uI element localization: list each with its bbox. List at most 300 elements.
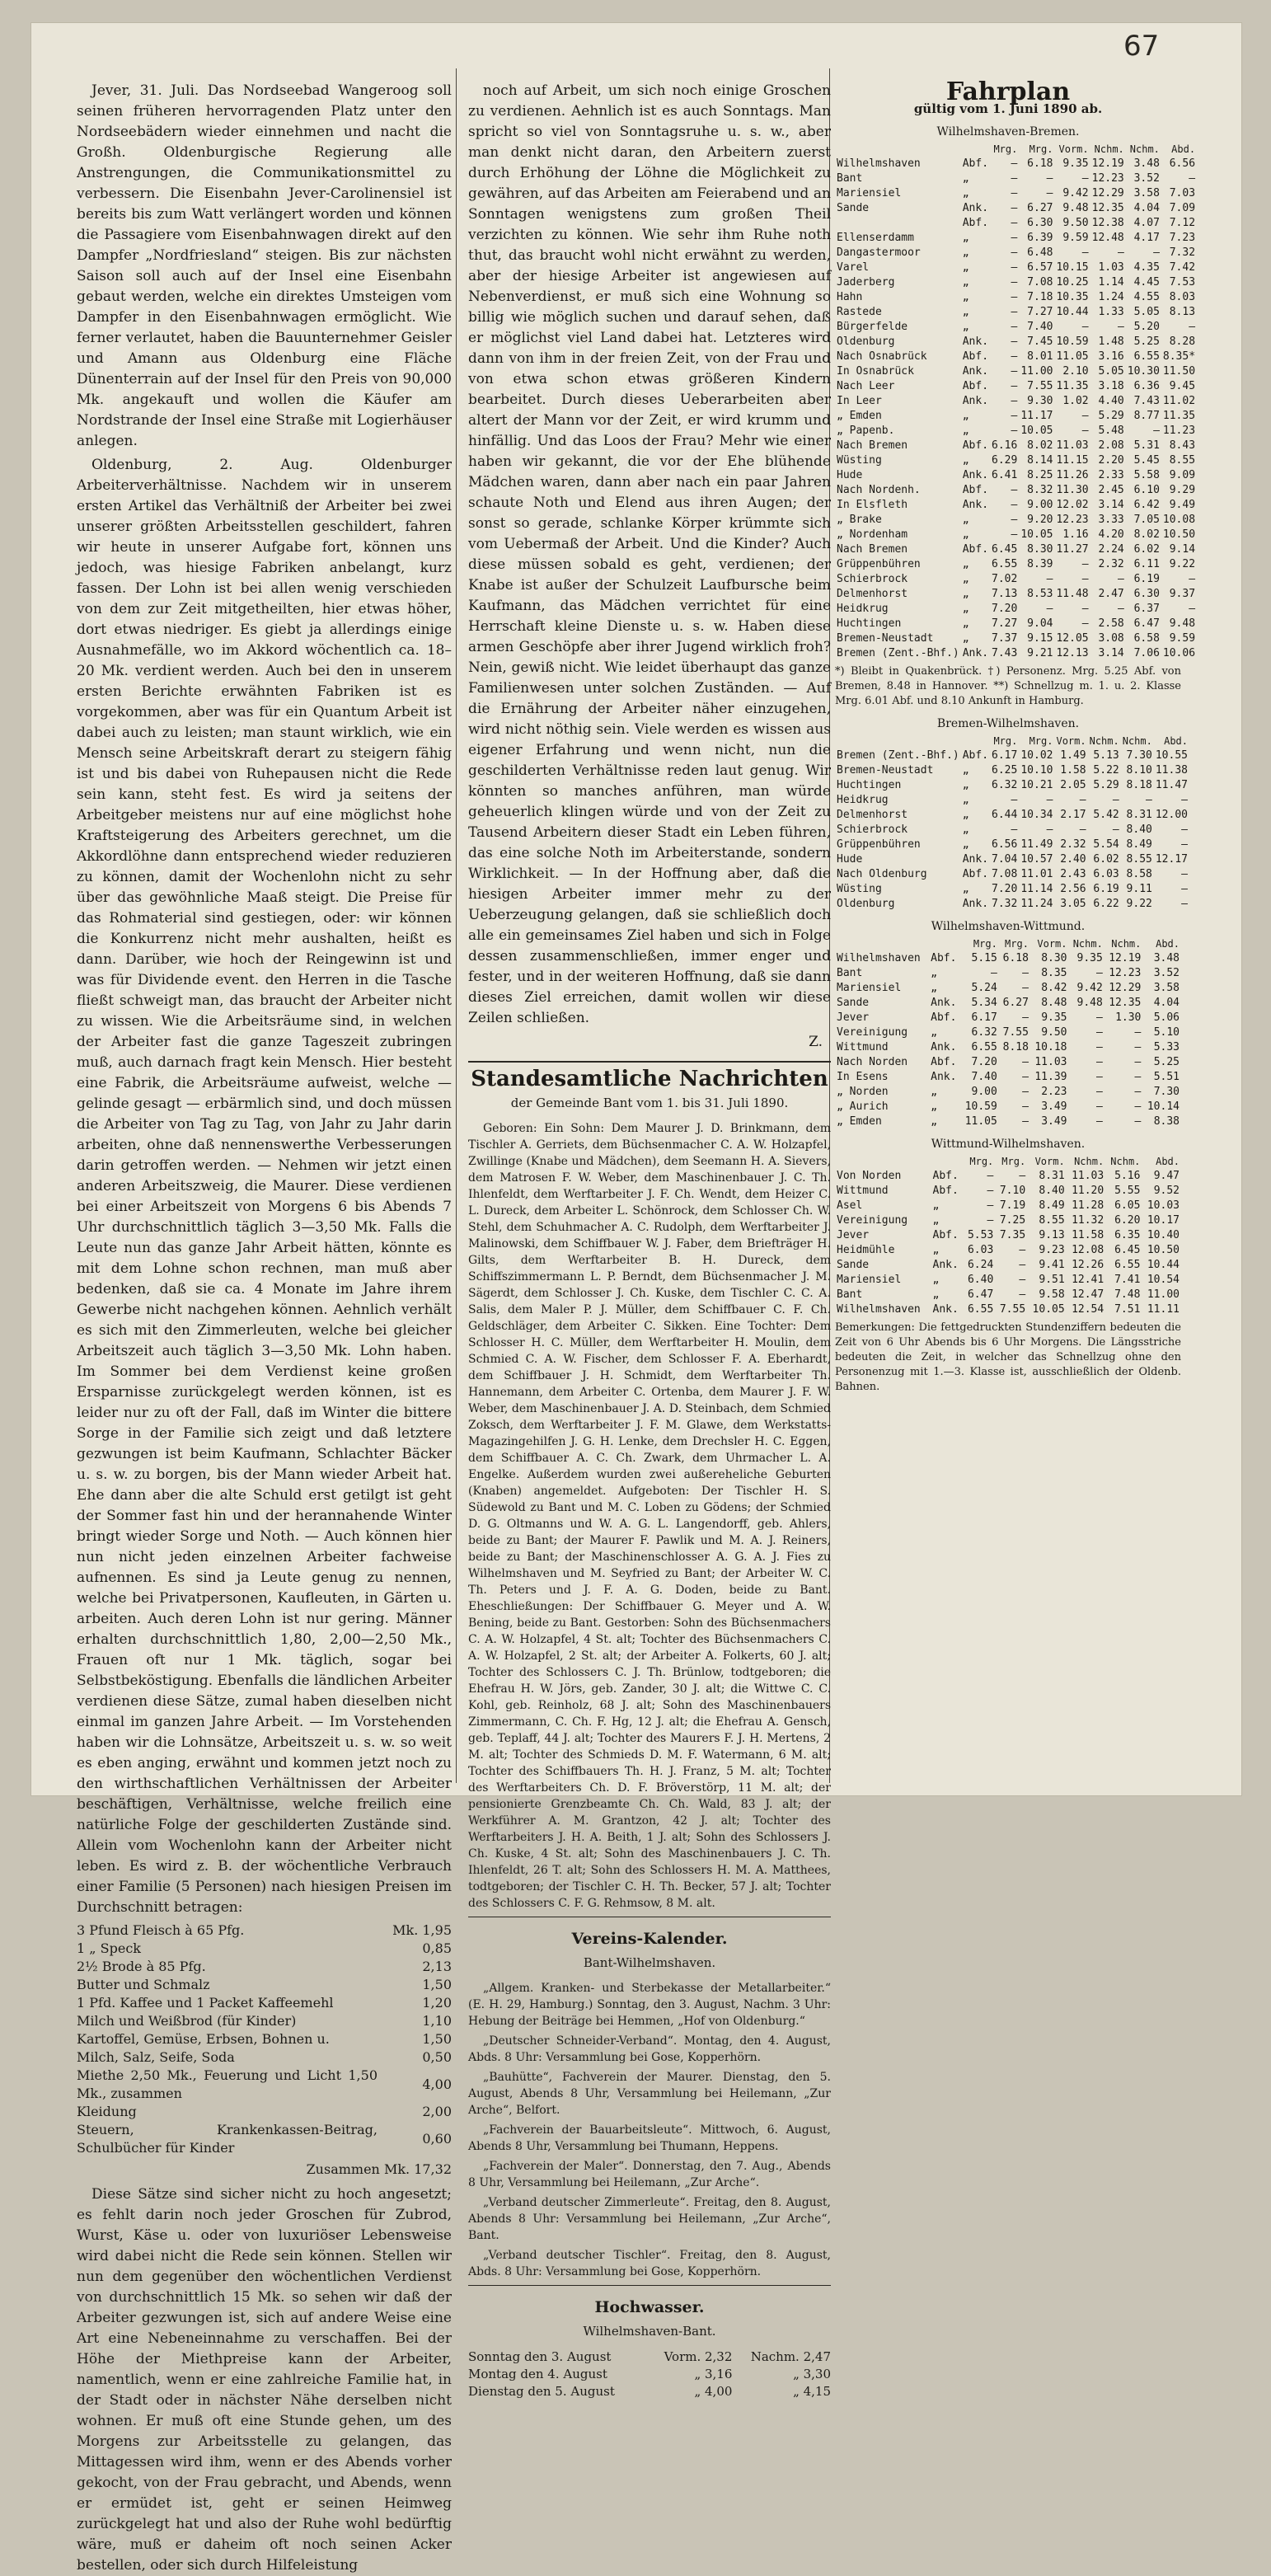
time-cell: 12.54 [1072, 1303, 1105, 1316]
time-cell: 11.11 [1147, 1303, 1180, 1316]
time-cell: 5.06 [1153, 1011, 1180, 1024]
station-name: Bremen-Neustadt [837, 764, 934, 777]
timetable-header-cell [835, 936, 929, 951]
station-name: Asel [837, 1199, 863, 1212]
budget-amount: 1,50 [422, 1977, 452, 1992]
time-cell: — [991, 967, 997, 979]
time-cell: 10.05 [1020, 528, 1053, 541]
station-name: Oldenburg [837, 898, 895, 910]
timetable-row [835, 1055, 1181, 1070]
arr-dep: Abf. [962, 484, 989, 496]
time-cell: 12.41 [1072, 1274, 1105, 1286]
time-cell: 7.43 [1133, 395, 1160, 407]
time-cell: 6.48 [1027, 246, 1053, 259]
timetable-row [835, 320, 1197, 335]
time-cell: 4.35 [1133, 261, 1160, 274]
time-cell: 8.55 [1126, 853, 1152, 866]
station-name: Hude [837, 469, 863, 481]
time-cell: 1.33 [1098, 306, 1124, 318]
time-cell: 9.11 [1126, 883, 1152, 895]
time-cell: 11.28 [1072, 1199, 1105, 1212]
time-cell: 6.27 [1002, 997, 1029, 1009]
time-cell: 5.58 [1133, 469, 1160, 481]
timetable [835, 142, 1197, 661]
time-cell: 8.35* [1162, 350, 1196, 363]
time-cell: 6.32 [992, 779, 1018, 791]
time-cell: — [1011, 395, 1018, 407]
time-cell: 7.13 [992, 588, 1018, 600]
time-cell: — [1117, 321, 1124, 333]
budget-item: 2½ Brode à 85 Pfg. [77, 1959, 206, 1974]
budget-row [77, 1994, 452, 2012]
time-cell: 7.32 [1169, 246, 1196, 259]
time-cell: 3.58 [1153, 982, 1180, 994]
hochwasser-row [468, 2348, 831, 2366]
time-cell: — [1095, 1100, 1103, 1113]
timetable-row [835, 587, 1197, 602]
timetable [835, 734, 1189, 912]
time-cell: — [1081, 246, 1089, 259]
budget-row [77, 1921, 452, 1940]
time-cell: — [1189, 172, 1196, 185]
time-cell: 8.49 [1039, 1199, 1065, 1212]
station-name: Nach Bremen [837, 439, 908, 452]
station-name: Sande [837, 202, 870, 214]
hochwasser-nachm: „ 4,15 [793, 2384, 831, 2399]
time-cell: 10.35 [1056, 291, 1089, 303]
station-name: Sande [837, 997, 870, 1009]
time-cell: 8.18 [1126, 779, 1152, 791]
time-cell: — [1134, 1086, 1142, 1098]
time-cell: 7.08 [1027, 276, 1053, 289]
time-cell: 8.55 [1169, 454, 1196, 467]
time-cell: 5.53 [967, 1229, 994, 1241]
time-cell: 7.19 [999, 1199, 1026, 1212]
time-cell: 7.20 [971, 1056, 997, 1068]
timetable-row [835, 966, 1181, 981]
station-name: Bant [837, 1288, 863, 1301]
station-name: Bant [837, 967, 863, 979]
time-cell: 8.35 [1041, 967, 1067, 979]
station-name: Dangastermoor [837, 246, 921, 259]
arr-dep: „ [932, 1199, 940, 1212]
time-cell: 12.26 [1072, 1259, 1105, 1271]
timetable-row [835, 1100, 1181, 1114]
hochwasser-vorm: „ 4,00 [694, 2384, 733, 2399]
time-cell: 9.47 [1153, 1170, 1180, 1182]
time-cell: 11.39 [1034, 1071, 1067, 1083]
budget-item: Kleidung [77, 2104, 137, 2119]
time-cell: — [1117, 603, 1124, 615]
timetable-header-cell [929, 936, 960, 951]
time-cell: 10.50 [1162, 528, 1196, 541]
station-name: „ Nordenham [837, 528, 908, 541]
time-cell: 6.37 [1133, 603, 1160, 615]
time-cell: 8.25 [1027, 469, 1053, 481]
time-cell: 10.18 [1034, 1041, 1067, 1053]
time-cell: — [1011, 276, 1018, 289]
time-cell: — [1079, 794, 1086, 806]
time-cell: 7.18 [1027, 291, 1053, 303]
time-cell: 6.41 [992, 469, 1018, 481]
time-cell: 2.33 [1098, 469, 1124, 481]
timetable-header-cell: Vorm. [1058, 143, 1089, 155]
budget-amount: 4,00 [422, 2076, 452, 2092]
station-name: Heidkrug [837, 794, 889, 806]
time-cell: 7.43 [992, 647, 1018, 659]
arr-dep: Abf. [962, 439, 989, 452]
arr-dep: Ank. [962, 335, 989, 348]
timetable-row [835, 852, 1189, 867]
column-divider [456, 68, 457, 1783]
station-name: „ Brake [837, 514, 882, 526]
route-title: Wittmund-Wilhelmshaven. [931, 1138, 1086, 1151]
time-cell: 3.52 [1153, 967, 1180, 979]
budget-amount: 1,20 [422, 1995, 452, 2011]
time-cell: 6.10 [1133, 484, 1160, 496]
timetable-row [835, 763, 1189, 778]
time-cell: 11.20 [1072, 1185, 1105, 1197]
timetable-row [835, 748, 1189, 763]
time-cell: 5.22 [1093, 764, 1119, 777]
timetable-row [835, 1258, 1181, 1273]
vereins-item: „Deutscher Schneider-Verband“. Montag, den 4. August, Abds. 8 Uhr: Versammlung bei Gose, Kopperhörn. [468, 2034, 831, 2064]
timetable-row [835, 186, 1197, 201]
station-name: Huchtingen [837, 779, 902, 791]
arr-dep: „ [962, 528, 969, 541]
station-name: Heidmühle [837, 1244, 895, 1256]
hochwasser-nachm: Nachm. 2,47 [750, 2349, 831, 2364]
arr-dep: Abf. [962, 749, 989, 762]
station-name: Nach Oldenburg [837, 868, 927, 880]
vereins-item: „Verband deutscher Tischler“. Freitag, den 8. August, Abds. 8 Uhr: Versammlung bei Gose, Kopperhörn. [468, 2249, 831, 2278]
arr-dep: „ [962, 558, 969, 570]
time-cell: — [1022, 1011, 1029, 1024]
time-cell: 11.38 [1155, 764, 1188, 777]
arr-dep: Abf. [962, 217, 989, 229]
time-cell: 9.50 [1041, 1026, 1067, 1039]
arr-dep: „ [962, 883, 969, 895]
time-cell: 7.55 [1027, 380, 1053, 392]
time-cell: 12.08 [1072, 1244, 1105, 1256]
timetable-row [835, 231, 1197, 246]
fahrplan-title: Fahrplan [945, 77, 1071, 106]
timetable-row [835, 1169, 1181, 1184]
time-cell: — [1046, 573, 1053, 585]
budget-row [77, 2048, 452, 2067]
timetable-row [835, 1184, 1181, 1199]
article-continued: noch auf Arbeit, um sich noch einige Groschen zu verdienen. Aehnlich ist es auch Sonntags. Man spricht so viel von Sonntagsruhe u. s. w., aber man denkt nicht daran, den Arbeitern zuerst durch Erhöhung der Löhne die Möglichkeit zu gewähren, auf das Arbeiten am Feierabend und an Sonntagen wenigstens zum großen Theil verzichten zu können. Wie sehr ihm Ruhe noth thut, das braucht wohl nicht erwähnt zu werden, aber der hiesige Arbeiter ist angewiesen auf Nebenverdienst, er muß sich eine Wohnung so billig wie möglich suchen und darauf sehen, daß er möglichst viel Land dabei hat. Letzteres wird dann von ihm in der freien Zeit, von der Frau und von etwa schon etwas größeren Kindern bearbeitet. Durch dieses Ueberarbeiten aber altert der Mann vor der Zeit, er wird krumm und hinfällig. Und das Loos der Frau? Mehr wie einer haben wir gekannt, die vor der Ehe blühende Mädchen waren, dann aber nach ein paar Jahren schaute Noth und Elend aus ihren Augen; der sonst so gerade, schlanke Körper krümmte sich vom Uebermaß der Arbeit. Und die Kinder? Auch diese müssen sobald es geht, verdienen; der Knabe ist außer der Schulzeit Laufbursche beim Kaufmann, das Mädchen verrichtet für eine Herrschaft kleine Dienste u. s. w. Haben diese armen Geschöpfe aber ihrer Jugend wirklich froh? Nein, gewiß nicht. Wie leidet überhaupt das ganze Familienwesen unter solchen Zuständen. — Auf die Ernährung der Arbeiter näher einzugehen, wird nicht nöthig sein. Viele werden es wissen aus eigener Erfahrung und wenn nicht, nun die geschilderten Verhältnisse reden laut genug. Wir könnten so manches anführen, man würde geheuerlich klingen würde und von der Zeit zu Tausend Arbeitern dieser Stadt ein Leben führen, das eine solche Noth im Arbeiterstande, sondern Wirklichkeit. — In der Hoffnung aber, daß die hiesigen Arbeiter immer mehr zu der Ueberzeugung gelangen, daß sie schließlich doch alle ein gemeinsames Ziel haben und sich in Folge dessen zusammenschließen, immer enger und fester, und in der weiteren Hoffnung, daß sie dann dieses Ziel erreichen, damit wollen wir diese Zeilen schließen. [468, 82, 831, 1026]
time-cell: 6.55 [971, 1041, 997, 1053]
station-name: Vereinigung [837, 1214, 908, 1227]
time-cell: 11.35 [1056, 380, 1089, 392]
time-cell: 7.40 [971, 1071, 997, 1083]
arr-dep: „ [962, 246, 969, 259]
arr-dep: „ [962, 809, 969, 821]
timetable-row [835, 513, 1197, 528]
time-cell: 9.09 [1169, 469, 1196, 481]
timetable-row [835, 246, 1197, 260]
time-cell: — [1011, 187, 1018, 199]
time-cell: 6.55 [967, 1303, 994, 1316]
time-cell: 6.03 [1093, 868, 1119, 880]
budget-row [77, 2030, 452, 2048]
time-cell: 5.10 [1153, 1026, 1180, 1039]
time-cell: 6.20 [1114, 1214, 1141, 1227]
time-cell: 8.03 [1169, 291, 1196, 303]
time-cell: 11.00 [1020, 365, 1053, 378]
time-cell: 11.03 [1034, 1056, 1067, 1068]
time-cell: 12.47 [1072, 1288, 1105, 1301]
timetable-header-cell: Nchm. [1122, 735, 1152, 747]
time-cell: — [1134, 1071, 1142, 1083]
budget-amount: 1,10 [422, 2013, 452, 2029]
time-cell: 1.49 [1060, 749, 1086, 762]
time-cell: 11.14 [1020, 883, 1053, 895]
time-cell: — [1146, 794, 1152, 806]
station-name: Wilhelmshaven [837, 952, 921, 964]
time-cell: — [987, 1199, 994, 1212]
budget-row [77, 1940, 452, 1958]
timetable-header-cell [961, 142, 990, 157]
time-cell: 12.29 [1091, 187, 1124, 199]
time-cell: 10.21 [1020, 779, 1053, 791]
time-cell: 9.48 [1169, 617, 1196, 630]
time-cell: 1.58 [1060, 764, 1086, 777]
time-cell: 9.00 [1027, 499, 1053, 511]
time-cell: 5.31 [1133, 439, 1160, 452]
timetable-header-cell [835, 142, 961, 157]
time-cell: 6.11 [1133, 558, 1160, 570]
arr-dep: „ [962, 321, 969, 333]
arr-dep: „ [962, 779, 969, 791]
time-cell: 6.27 [1027, 202, 1053, 214]
station-name: Rastede [837, 306, 882, 318]
time-cell: 2.24 [1098, 543, 1124, 556]
section-rule [468, 1061, 831, 1063]
time-cell: 7.40 [1027, 321, 1053, 333]
time-cell: 6.18 [1027, 157, 1053, 170]
time-cell: 5.34 [971, 997, 997, 1009]
timetable-row [835, 498, 1197, 513]
hochwasser-vorm: „ 3,16 [694, 2367, 733, 2381]
time-cell: — [1022, 1056, 1029, 1068]
time-cell: 3.08 [1098, 632, 1124, 645]
time-cell: 7.03 [1169, 187, 1196, 199]
time-cell: 2.17 [1060, 809, 1086, 821]
arr-dep: Ank. [962, 469, 989, 481]
time-cell: — [1022, 1100, 1029, 1113]
arr-dep: „ [931, 1100, 937, 1113]
time-cell: 10.44 [1056, 306, 1089, 318]
timetable-row [835, 996, 1181, 1011]
budget-amount: 0,50 [422, 2049, 452, 2065]
timetable-row [835, 602, 1197, 617]
time-cell: 3.14 [1098, 647, 1124, 659]
timetable-row [835, 424, 1197, 439]
standesamt-subtitle: der Gemeinde Bant vom 1. bis 31. Juli 1890. [510, 1096, 789, 1110]
fahrplan-subtitle: gültig vom 1. Juni 1890 ab. [913, 101, 1103, 116]
station-name: „ Emden [837, 1115, 882, 1128]
budget-row [77, 2067, 452, 2103]
time-cell: 11.32 [1072, 1214, 1105, 1227]
time-cell: 6.17 [971, 1011, 997, 1024]
hochwasser-day: Montag den 4. August [468, 2367, 607, 2381]
time-cell: 12.38 [1091, 217, 1124, 229]
time-cell: 7.20 [992, 603, 1018, 615]
time-cell: 2.23 [1041, 1086, 1067, 1098]
time-cell: — [1081, 410, 1089, 422]
time-cell: 3.58 [1133, 187, 1160, 199]
timetable-row [835, 793, 1189, 808]
time-cell: 5.24 [971, 982, 997, 994]
route-title: Bremen-Wilhelmshaven. [936, 717, 1080, 730]
arr-dep: Abf. [932, 1185, 959, 1197]
time-cell: — [1181, 898, 1188, 910]
timetable-row [835, 409, 1197, 424]
arr-dep: Ank. [962, 499, 989, 511]
timetable-row [835, 557, 1197, 572]
time-cell: 9.20 [1027, 514, 1053, 526]
timetable-header [835, 142, 1197, 157]
timetable-row [835, 778, 1189, 793]
time-cell: 10.44 [1147, 1259, 1180, 1271]
time-cell: — [1011, 528, 1018, 541]
timetable-header-cell [931, 1154, 964, 1169]
time-cell: — [1095, 1026, 1103, 1039]
budget-amount: 0,85 [422, 1940, 452, 1956]
time-cell: 1.24 [1098, 291, 1124, 303]
time-cell: 11.35 [1162, 410, 1196, 422]
article-oldenburg: Oldenburg, 2. Aug. Oldenburger Arbeiterverhältnisse. Nachdem wir in unserem ersten Artikel das Verhältniß der Arbeiter bei zwei unserer größten Arbeitsstellen geschildert, fahren wir heute in unserer Aufgabe fort, können uns jedoch, was hiesige Fabriken anbelangt, kurz fassen. Der Lohn ist bei allen wenig verschieden von dem zur Zeit mitgetheilten, hier etwas höher, dort etwas niedriger. Es giebt ja allerdings einige Ausnahmefälle, wo im Akkord wöchentlich ca. 18–20 Mk. verdient werden. Auch bei den in unserem ersten Berichte erwähnten Fabriken ist es vorgekommen, aber was für ein Quantum Arbeit ist dabei auch zu leisten; man staunt wirklich, wie ein Mensch seine Arbeitskraft derart zu steigern fähig ist und bis dabei von Ruhepausen nicht die Rede sein kann, steht fest. Es wird ja seitens der Arbeitgeber meistens nur auf eine möglichst hohe Kraftsteigerung des Arbeiters gerechnet, um die Akkordlöhne dann entsprechend wieder reduzieren zu können, damit der Wochenlohn nicht zu sehr über das gewöhnliche Maaß steigt. Die Preise für das Rohmaterial sind gestiegen, oder: wir können die Konkurrenz nicht mehr aushalten, heißt es dann. Darüber, wie hoch der Reingewinn ist und was für Dividende event. den Herren in die Tasche fließt schweigt man, das braucht der Arbeiter nicht zu wissen. Wie die Arbeitsräume sind, in welchen der Arbeiter fast die ganze Tageszeit zubringen muß, auch darnach fragt kein Mensch. Hier besteht eine Fabrik, die Arbeitsräume aufweist, welche — gelinde gesagt — erbärmlich sind, und doch müssen die Arbeiter von Tag zu Tag, von Jahr zu Jahr darin arbeiten, ohne daß nennenswerthe Verbesserungen darin getroffen werden. — Nehmen wir jetzt einen anderen Arbeitszweig, die Maurer. Diese verdienen bei einer Arbeitszeit von Morgens 6 bis Abends 7 Uhr durchschnittlich täglich 3—3,50 Mk. Falls die Leute nun das ganze Jahr Arbeit hätten, könnte es mit dem Lohne schon rechnen, man muß aber bedenken, daß sie ca. 4 Monate im Jahre ihrem Gewerbe nicht nachgehen können. Aehnlich verhält es sich mit den Zimmerleuten, welche bei gleicher Arbeitszeit auch täglich 3—3,50 Mk. Lohn haben. Im Sommer bei dem Verdienst keine großen Ersparnisse zurückgelegt werden können, ist es leider nur zu oft der Fall, daß im Winter die bittere Sorge in der Familie sich zeigt und daß letztere gezwungen ist beim Kaufmann, Schlachter Bäcker u. s. w. zu borgen, bis der Mann wieder Arbeit hat. Ehe dann aber die alte Schuld erst getilgt ist geht der Sommer fast hin und der herannahende Winter bringt wieder Sorge und Noth. — Auch können hier nun nicht jeden einzelnen Arbeiter fachweise aufnennen. Es sind ja Leute genug zu nennen, welche bei Privatpersonen, Kaufleuten, in Gärten u. arbeiten. Auch deren Lohn ist nur gering. Männer erhalten durchschnittlich 1,80, 2,00—2,50 Mk., Frauen oft nur 1 Mk. täglich, sogar bei Selbstbeköstigung. Ebenfalls die ländlichen Arbeiter verdienen diese Sätze, zumal haben dieselben nicht einmal im ganzen Jahre Arbeit. — Im Vorstehenden haben wir die Lohnsätze, Arbeitszeit u. s. w. so weit es eben anging, erwähnt und kommen jetzt noch zu den wirthschaftlichen Verhältnissen der Arbeiter beschäftigen, Verhältnisse, welche freilich eine natürliche Folge der geschilderten Zustände sind. Allein vom Wochenlohn kann der Arbeiter nicht leben. Es wird z. B. der wöchentliche Verbrauch einer Familie (5 Personen) nach hiesigen Preisen im Durchschnitt betragen: [77, 457, 452, 1916]
hochwasser-vorm: Vorm. 2,32 [664, 2349, 733, 2364]
time-cell: 11.50 [1162, 365, 1196, 378]
time-cell: 3.52 [1133, 172, 1160, 185]
station-name: Wittmund [837, 1185, 889, 1197]
arr-dep: „ [962, 794, 969, 806]
time-cell: 9.59 [1062, 232, 1089, 244]
time-cell: 10.02 [1020, 749, 1053, 762]
time-cell: 6.47 [1133, 617, 1160, 630]
timetable-row [835, 216, 1197, 231]
newspaper-page [31, 23, 1241, 2574]
budget-row [77, 1958, 452, 1976]
time-cell: 11.00 [1147, 1288, 1180, 1301]
time-cell: 2.20 [1098, 454, 1124, 467]
time-cell: — [1112, 794, 1119, 806]
time-cell: — [1011, 261, 1018, 274]
time-cell: — [1011, 499, 1018, 511]
timetable-row [835, 1243, 1181, 1258]
time-cell: 5.25 [1133, 335, 1160, 348]
time-cell: 7.05 [1133, 514, 1160, 526]
station-name: Bremen (Zent.-Bhf.) [837, 749, 959, 762]
time-cell: 11.48 [1056, 588, 1089, 600]
time-cell: 9.50 [1062, 217, 1089, 229]
time-cell: 6.19 [1093, 883, 1119, 895]
timetable-row [835, 335, 1197, 350]
time-cell: 2.10 [1062, 365, 1089, 378]
timetable-row [835, 897, 1189, 912]
time-cell: 9.35 [1076, 952, 1103, 964]
time-cell: 8.38 [1153, 1115, 1180, 1128]
station-name: Nach Nordenh. [837, 484, 921, 496]
station-name: Grüppenbühren [837, 558, 921, 570]
time-cell: 7.32 [992, 898, 1018, 910]
time-cell: 3.16 [1098, 350, 1124, 363]
time-cell: 6.42 [1133, 499, 1160, 511]
arr-dep: „ [962, 573, 969, 585]
budget-amount: 1,50 [422, 2031, 452, 2047]
timetable-header-cell: Mrg. [1029, 735, 1053, 747]
timetable-header-cell [835, 734, 961, 748]
timetable-header-cell: Abd. [1156, 1156, 1180, 1167]
timetable-row [835, 1199, 1181, 1213]
timetable-row [835, 981, 1181, 996]
time-cell: — [1011, 217, 1018, 229]
time-cell: 6.56 [992, 838, 1018, 851]
time-cell: 9.22 [1169, 558, 1196, 570]
station-name: Wilhelmshaven [837, 1303, 921, 1316]
timetable-row [835, 157, 1197, 171]
time-cell: 8.77 [1133, 410, 1160, 422]
arr-dep: Abf. [962, 380, 989, 392]
hochwasser-row [468, 2383, 831, 2400]
time-cell: 10.34 [1020, 809, 1053, 821]
time-cell: — [1134, 1056, 1142, 1068]
arr-dep: Ank. [962, 647, 989, 659]
time-cell: 9.37 [1169, 588, 1196, 600]
time-cell: 7.55 [999, 1303, 1026, 1316]
timetable-header-cell: Nchm. [1089, 735, 1119, 747]
timetable-header-cell [835, 1154, 931, 1169]
timetable-header [835, 1154, 1181, 1169]
timetable-row [835, 882, 1189, 897]
time-cell: — [987, 1214, 994, 1227]
time-cell: — [1022, 1115, 1029, 1128]
time-cell: 5.16 [1114, 1170, 1141, 1182]
station-name: Wilhelmshaven [837, 157, 921, 170]
time-cell: 7.23 [1169, 232, 1196, 244]
time-cell: — [1046, 172, 1053, 185]
time-cell: — [1134, 1026, 1142, 1039]
budget-table [77, 1921, 452, 2157]
timetable-remarks: Bemerkungen: Die fettgedruckten Stundenziffern bedeuten die Zeit von 6 Uhr Abends bis 6 Uhr Morgens. Die Längsstriche bedeuten die Zeit, in welcher das Schnellzug ohne den Personenzug mit 1.—3. Klasse ist, ausschließlich der Oldenb. Bahnen. [835, 1321, 1181, 1393]
arr-dep: „ [962, 603, 969, 615]
arr-dep: „ [932, 1214, 940, 1227]
time-cell: 12.29 [1109, 982, 1142, 994]
time-cell: 9.30 [1027, 395, 1053, 407]
time-cell: 8.53 [1027, 588, 1053, 600]
time-cell: — [1189, 603, 1196, 615]
timetable-header-cell: Nchm. [1072, 938, 1103, 950]
time-cell: — [1046, 603, 1053, 615]
station-name: Wüsting [837, 454, 882, 467]
time-cell: 6.30 [1133, 588, 1160, 600]
time-cell: — [1189, 573, 1196, 585]
time-cell: 11.30 [1056, 484, 1089, 496]
section-rule [468, 2285, 831, 2286]
time-cell: — [1011, 306, 1018, 318]
time-cell: 4.40 [1098, 395, 1124, 407]
time-cell: — [1081, 558, 1089, 570]
station-name: Huchtingen [837, 617, 902, 630]
timetable-header-cell: Mrg. [1005, 938, 1029, 950]
timetable-row [835, 364, 1197, 379]
timetable-row [835, 275, 1197, 290]
budget-item: Kartoffel, Gemüse, Erbsen, Bohnen u. [77, 2031, 330, 2047]
time-cell: 10.55 [1155, 749, 1188, 762]
